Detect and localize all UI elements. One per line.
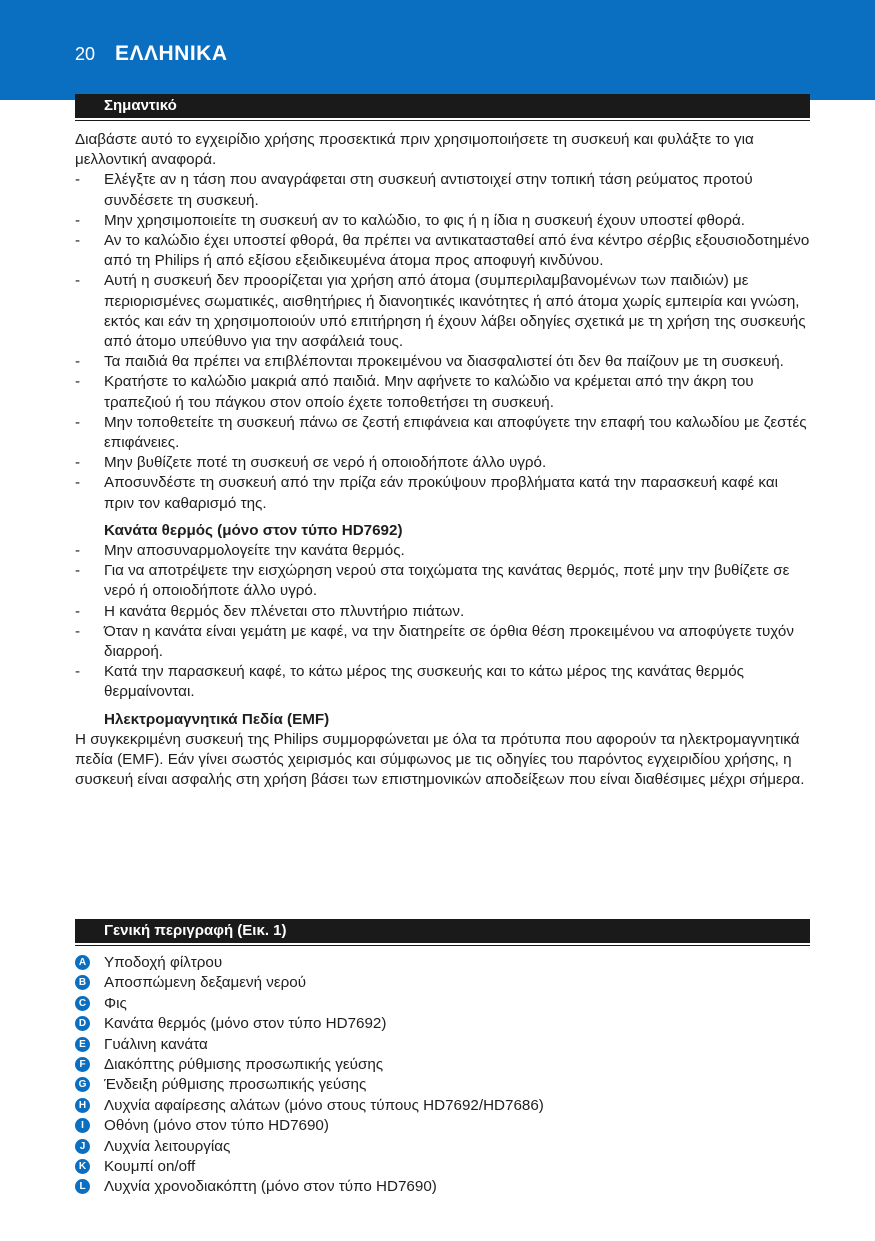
page-number: 20 bbox=[75, 44, 96, 64]
overview-section bbox=[75, 953, 812, 1198]
emf-heading: Ηλεκτρομαγνητικά Πεδία (EMF) bbox=[104, 710, 330, 728]
legend-item: J Λυχνία λειτουργίας bbox=[75, 1137, 812, 1157]
legend-item: K Κουμπί on/off bbox=[75, 1157, 812, 1177]
list-item: - Για να αποτρέψετε την εισχώρηση νερού στα τοιχώματα της κανάτας θερμός, ποτέ μην την βυθίζετε σε νερό ή οποιοδήποτε άλλο υγρό. bbox=[75, 562, 790, 600]
list-item: - Αυτή η συσκευή δεν προορίζεται για χρήση από άτομα (συμπεριλαμβανομένων των παιδιών) με περιορισμένες σωματικές, αισθητήριες ή διανοητικές ικανότητες ή από άτομα χωρίς εμπειρία και γνώση, εκτός και εάν τη χρησιμοποιούν υπό επιτήρηση ή έχουν λάβει οδηγίες σχετικά με τη χρήση της συσκευής από άτομο υπεύθυνο για την ασφάλειά τους. bbox=[75, 272, 806, 351]
legend-item: H Λυχνία αφαίρεσης αλάτων (μόνο στους τύπους HD7692/HD7686) bbox=[75, 1096, 812, 1116]
section-title-overview: Γενική περιγραφή (Εικ. 1) bbox=[104, 922, 287, 939]
letter-badge-icon: F bbox=[75, 1057, 90, 1072]
legend-item: E Γυάλινη κανάτα bbox=[75, 1035, 812, 1055]
letter-badge-icon: I bbox=[75, 1118, 90, 1133]
letter-badge-icon: J bbox=[75, 1139, 90, 1154]
letter-badge-icon: C bbox=[75, 996, 90, 1011]
legend-item: G Ένδειξη ρύθμισης προσωπικής γεύσης bbox=[75, 1075, 812, 1095]
list-item: - Κρατήστε το καλώδιο μακριά από παιδιά. Μην αφήνετε το καλώδιο να κρέμεται από την άκρη του τραπεζιού ή του πάγκου στον οποίο έχετε τοποθετήσει τη συσκευή. bbox=[75, 373, 754, 411]
list-item: - Αν το καλώδιο έχει υποστεί φθορά, θα πρέπει να αντικατασταθεί από ένα κέντρο σέρβις εξουσιοδοτημένο από τη Philips ή από εξίσου εξειδικευμένα άτομα προς αποφυγή κινδύνου. bbox=[75, 232, 810, 270]
section-title-important: Σημαντικό bbox=[104, 97, 177, 114]
letter-badge-icon: E bbox=[75, 1037, 90, 1052]
parts-legend bbox=[75, 953, 812, 1198]
thermos-list bbox=[75, 541, 812, 703]
legend-item: B Αποσπώμενη δεξαμενή νερού bbox=[75, 973, 812, 993]
list-item: - Κατά την παρασκευή καφέ, το κάτω μέρος της συσκευής και το κάτω μέρος της κανάτας θερμός θερμαίνονται. bbox=[75, 663, 744, 701]
letter-badge-icon: G bbox=[75, 1077, 90, 1092]
legend-item: D Κανάτα θερμός (μόνο στον τύπο HD7692) bbox=[75, 1014, 812, 1034]
list-item: - Μην τοποθετείτε τη συσκευή πάνω σε ζεστή επιφάνεια και αποφύγετε την επαφή του καλωδίου με ζεστές επιφάνειες. bbox=[75, 413, 807, 452]
emf-paragraph: Η συγκεκριμένη συσκευή της Philips συμμορφώνεται με όλα τα πρότυπα που αφορούν τα ηλεκτρομαγνητικά πεδία (EMF). Εάν γίνει σωστός χειρισμός και σύμφωνος με τις οδηγίες του παρόντος εγχειριδίου χρήσης, η συσκευή είναι ασφαλής στη χρήση βάσει των επιστημονικών αποδείξεων που είναι διαθέσιμες μέχρι σήμερα. bbox=[75, 730, 805, 789]
list-item: - Μην βυθίζετε ποτέ τη συσκευή σε νερό ή οποιοδήποτε άλλο υγρό. bbox=[75, 454, 547, 472]
letter-badge-icon: A bbox=[75, 955, 90, 970]
letter-badge-icon: D bbox=[75, 1016, 90, 1031]
letter-badge-icon: H bbox=[75, 1098, 90, 1113]
list-item: - Τα παιδιά θα πρέπει να επιβλέπονται προκειμένου να διασφαλιστεί ότι δεν θα παίζουν με τη συσκευή. bbox=[75, 353, 784, 371]
important-list bbox=[75, 170, 812, 513]
page-header bbox=[0, 0, 875, 100]
letter-badge-icon: K bbox=[75, 1159, 90, 1174]
list-item: - Μην αποσυναρμολογείτε την κανάτα θερμός. bbox=[75, 542, 405, 560]
list-item: - Αποσυνδέστε τη συσκευή από την πρίζα εάν προκύψουν προβλήματα κατά την παρασκευή καφέ και πριν τον καθαρισμό της. bbox=[75, 474, 778, 512]
legend-item: L Λυχνία χρονοδιακόπτη (μόνο στον τύπο HD7690) bbox=[75, 1177, 812, 1197]
important-section bbox=[75, 130, 812, 791]
intro-paragraph: Διαβάστε αυτό το εγχειρίδιο χρήσης προσεκτικά πριν χρησιμοποιήσετε τη συσκευή και φυλάξτε το για μελλοντική αναφορά. bbox=[75, 131, 754, 169]
legend-item: A Υποδοχή φίλτρου bbox=[75, 953, 812, 973]
legend-item: F Διακόπτης ρύθμισης προσωπικής γεύσης bbox=[75, 1055, 812, 1075]
list-item: - Ελέγξτε αν η τάση που αναγράφεται στη συσκευή αντιστοιχεί στην τοπική τάση ρεύματος προτού συνδέσετε τη συσκευή. bbox=[75, 171, 753, 209]
section-bar-overview bbox=[75, 919, 810, 943]
legend-item: C Φις bbox=[75, 994, 812, 1014]
section-bar-important bbox=[75, 94, 810, 118]
letter-badge-icon: L bbox=[75, 1179, 90, 1194]
letter-badge-icon: B bbox=[75, 975, 90, 990]
thermos-heading: Κανάτα θερμός (μόνο στον τύπο HD7692) bbox=[104, 521, 403, 539]
language-title: ΕΛΛΗΝΙΚΑ bbox=[115, 42, 228, 65]
legend-item: I Οθόνη (μόνο στον τύπο HD7690) bbox=[75, 1116, 812, 1136]
list-item: - Όταν η κανάτα είναι γεμάτη με καφέ, να την διατηρείτε σε όρθια θέση προκειμένου να αποφύγετε τυχόν διαρροή. bbox=[75, 622, 794, 661]
list-item: - Μην χρησιμοποιείτε τη συσκευή αν το καλώδιο, το φις ή η ίδια η συσκευή έχουν υποστεί φθορά. bbox=[75, 211, 745, 229]
list-item: - Η κανάτα θερμός δεν πλένεται στο πλυντήριο πιάτων. bbox=[75, 602, 465, 620]
